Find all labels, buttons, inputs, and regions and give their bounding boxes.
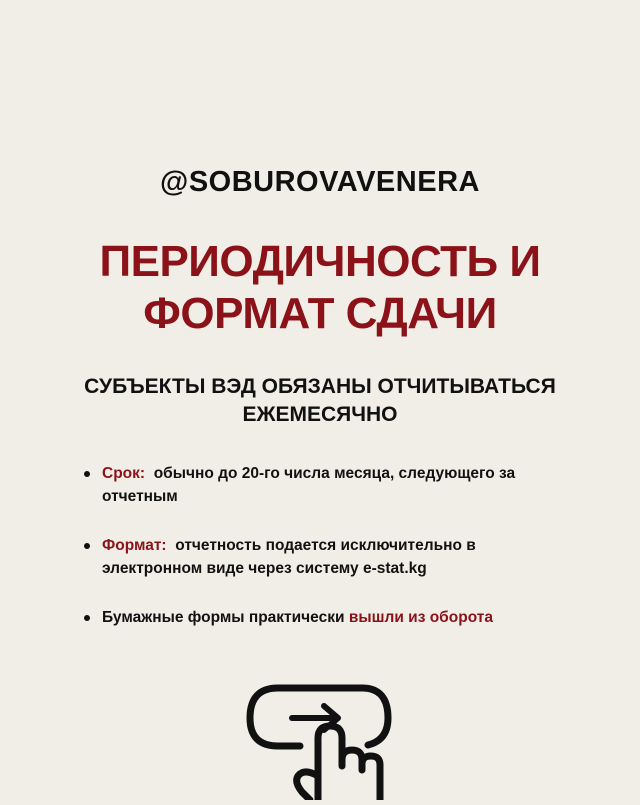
bullet-dot xyxy=(84,615,90,621)
bullet-text: Бумажные формы практически xyxy=(102,609,345,626)
bullet-key: Срок: xyxy=(102,465,146,482)
subtitle-line-2: ЕЖЕМЕСЯЧНО xyxy=(242,403,398,426)
bullet-text: обычно до 20-го числа месяца, следующего за отчетным xyxy=(102,465,516,505)
subtitle-line-1: СУБЪЕКТЫ ВЭД ОБЯЗАНЫ ОТЧИТЫВАТЬСЯ xyxy=(84,375,556,398)
bullet-key: Формат: xyxy=(102,537,167,554)
title-line-1: ПЕРИОДИЧНОСТЬ И xyxy=(99,237,541,286)
bullet-text: отчетность подается исключительно в электронном виде через систему e-stat.kg xyxy=(102,537,476,577)
bullet-list xyxy=(82,462,562,655)
bullet-accent: вышли из оборота xyxy=(348,609,493,626)
title-line-2: ФОРМАТ СДАЧИ xyxy=(143,289,497,338)
bullet-format xyxy=(82,534,562,580)
bullet-paper xyxy=(82,606,562,629)
subtitle xyxy=(0,373,640,429)
bullet-dot xyxy=(84,471,90,477)
author-handle: @SOBUROVAVENERA xyxy=(160,166,480,198)
hand-click-arrow-icon xyxy=(240,680,400,800)
page-title xyxy=(0,236,640,340)
bullet-deadline xyxy=(82,462,562,508)
bullet-dot xyxy=(84,543,90,549)
